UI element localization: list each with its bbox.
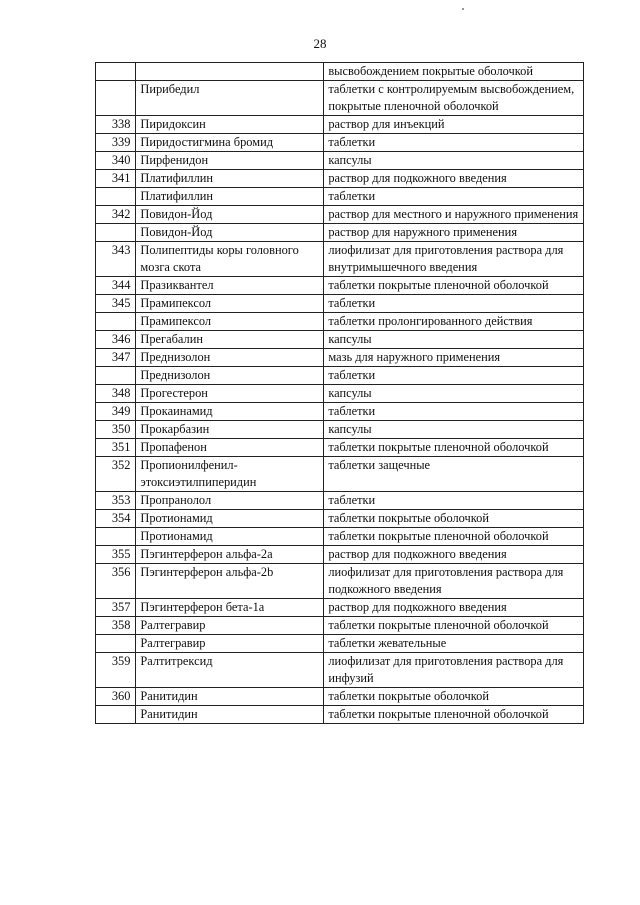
page-number: 28 [313, 36, 327, 51]
row-number-cell: 357 [96, 599, 136, 617]
dosage-form-cell: таблетки [324, 295, 584, 313]
row-number-cell: 351 [96, 439, 136, 457]
drug-name-cell: Ранитидин [136, 706, 324, 724]
dosage-form-cell: таблетки [324, 403, 584, 421]
table-row [96, 403, 584, 421]
drug-name-cell: Протионамид [136, 528, 324, 546]
dosage-form-cell: высвобождением покрытые оболочкой [324, 63, 584, 81]
drug-name-cell: Платифиллин [136, 188, 324, 206]
drug-name-cell: Пэгинтерферон альфа-2b [136, 564, 324, 599]
row-number-cell [96, 188, 136, 206]
row-number-cell: 344 [96, 277, 136, 295]
table-row [96, 617, 584, 635]
row-number-cell [96, 528, 136, 546]
row-number-cell: 359 [96, 653, 136, 688]
dosage-form-cell: таблетки [324, 367, 584, 385]
dosage-form-cell: таблетки пролонгированного действия [324, 313, 584, 331]
table-row [96, 277, 584, 295]
row-number-cell: 355 [96, 546, 136, 564]
dosage-form-cell: таблетки [324, 134, 584, 152]
drug-name-cell: Прамипексол [136, 313, 324, 331]
row-number-cell: 349 [96, 403, 136, 421]
drug-name-cell: Пропионилфенил-этоксиэтилпиперидин [136, 457, 324, 492]
drug-name-cell: Прогестерон [136, 385, 324, 403]
drug-name-cell: Пропафенон [136, 439, 324, 457]
drug-name-cell: Пирибедил [136, 81, 324, 116]
dosage-form-cell: таблетки покрытые оболочкой [324, 688, 584, 706]
table-row [96, 367, 584, 385]
drug-table-body [96, 63, 584, 724]
drug-name-cell: Протионамид [136, 510, 324, 528]
drug-name-cell: Пиридостигмина бромид [136, 134, 324, 152]
table-row [96, 688, 584, 706]
row-number-cell [96, 706, 136, 724]
table-row [96, 331, 584, 349]
dosage-form-cell: капсулы [324, 331, 584, 349]
table-row [96, 706, 584, 724]
dosage-form-cell: таблетки [324, 492, 584, 510]
table-row [96, 134, 584, 152]
row-number-cell [96, 81, 136, 116]
drug-name-cell: Празиквантел [136, 277, 324, 295]
drug-name-cell: Прокарбазин [136, 421, 324, 439]
table-row [96, 492, 584, 510]
drug-name-cell: Повидон-Йод [136, 224, 324, 242]
table-row [96, 635, 584, 653]
scan-speck [462, 8, 464, 10]
table-row [96, 81, 584, 116]
row-number-cell: 340 [96, 152, 136, 170]
dosage-form-cell: лиофилизат для приготовления раствора для внутримышечного введения [324, 242, 584, 277]
row-number-cell: 352 [96, 457, 136, 492]
drug-table [95, 62, 584, 724]
table-row [96, 653, 584, 688]
row-number-cell: 341 [96, 170, 136, 188]
table-row [96, 599, 584, 617]
dosage-form-cell: таблетки покрытые пленочной оболочкой [324, 706, 584, 724]
drug-name-cell: Пирфенидон [136, 152, 324, 170]
table-row [96, 349, 584, 367]
dosage-form-cell: раствор для наружного применения [324, 224, 584, 242]
drug-name-cell: Пиридоксин [136, 116, 324, 134]
dosage-form-cell: таблетки жевательные [324, 635, 584, 653]
row-number-cell: 342 [96, 206, 136, 224]
drug-name-cell [136, 63, 324, 81]
dosage-form-cell: таблетки защечные [324, 457, 584, 492]
row-number-cell: 350 [96, 421, 136, 439]
row-number-cell [96, 367, 136, 385]
dosage-form-cell: таблетки [324, 188, 584, 206]
table-row [96, 116, 584, 134]
drug-name-cell: Ралтитрексид [136, 653, 324, 688]
drug-name-cell: Ралтегравир [136, 635, 324, 653]
dosage-form-cell: таблетки покрытые пленочной оболочкой [324, 528, 584, 546]
table-row [96, 421, 584, 439]
row-number-cell: 343 [96, 242, 136, 277]
row-number-cell: 347 [96, 349, 136, 367]
drug-name-cell: Прамипексол [136, 295, 324, 313]
drug-name-cell: Пэгинтерферон альфа-2а [136, 546, 324, 564]
table-row [96, 188, 584, 206]
drug-name-cell: Пропранолол [136, 492, 324, 510]
drug-name-cell: Платифиллин [136, 170, 324, 188]
dosage-form-cell: раствор для подкожного введения [324, 546, 584, 564]
row-number-cell: 356 [96, 564, 136, 599]
table-row [96, 224, 584, 242]
row-number-cell: 339 [96, 134, 136, 152]
dosage-form-cell: капсулы [324, 385, 584, 403]
dosage-form-cell: раствор для подкожного введения [324, 170, 584, 188]
dosage-form-cell: лиофилизат для приготовления раствора для инфузий [324, 653, 584, 688]
row-number-cell: 358 [96, 617, 136, 635]
drug-name-cell: Пэгинтерферон бета-1а [136, 599, 324, 617]
row-number-cell: 353 [96, 492, 136, 510]
table-row [96, 385, 584, 403]
row-number-cell: 345 [96, 295, 136, 313]
dosage-form-cell: таблетки с контролируемым высвобождением, покрытые пленочной оболочкой [324, 81, 584, 116]
dosage-form-cell: таблетки покрытые пленочной оболочкой [324, 439, 584, 457]
table-row [96, 206, 584, 224]
drug-name-cell: Ранитидин [136, 688, 324, 706]
table-row [96, 170, 584, 188]
dosage-form-cell: мазь для наружного применения [324, 349, 584, 367]
table-row [96, 152, 584, 170]
row-number-cell: 338 [96, 116, 136, 134]
table-row [96, 63, 584, 81]
table-row [96, 242, 584, 277]
table-row [96, 295, 584, 313]
row-number-cell: 346 [96, 331, 136, 349]
drug-name-cell: Полипептиды коры головного мозга скота [136, 242, 324, 277]
drug-name-cell: Прегабалин [136, 331, 324, 349]
dosage-form-cell: таблетки покрытые пленочной оболочкой [324, 617, 584, 635]
table-row [96, 439, 584, 457]
table-row [96, 457, 584, 492]
dosage-form-cell: таблетки покрытые оболочкой [324, 510, 584, 528]
row-number-cell: 348 [96, 385, 136, 403]
dosage-form-cell: капсулы [324, 421, 584, 439]
table-row [96, 313, 584, 331]
row-number-cell [96, 313, 136, 331]
row-number-cell: 354 [96, 510, 136, 528]
dosage-form-cell: таблетки покрытые пленочной оболочкой [324, 277, 584, 295]
drug-name-cell: Преднизолон [136, 367, 324, 385]
drug-name-cell: Прокаинамид [136, 403, 324, 421]
table-row [96, 528, 584, 546]
row-number-cell [96, 63, 136, 81]
table-row [96, 546, 584, 564]
row-number-cell [96, 635, 136, 653]
table-row [96, 510, 584, 528]
dosage-form-cell: капсулы [324, 152, 584, 170]
row-number-cell [96, 224, 136, 242]
drug-name-cell: Преднизолон [136, 349, 324, 367]
dosage-form-cell: раствор для инъекций [324, 116, 584, 134]
table-row [96, 564, 584, 599]
row-number-cell: 360 [96, 688, 136, 706]
drug-name-cell: Ралтегравир [136, 617, 324, 635]
dosage-form-cell: раствор для местного и наружного применения [324, 206, 584, 224]
dosage-form-cell: раствор для подкожного введения [324, 599, 584, 617]
dosage-form-cell: лиофилизат для приготовления раствора для подкожного введения [324, 564, 584, 599]
drug-name-cell: Повидон-Йод [136, 206, 324, 224]
